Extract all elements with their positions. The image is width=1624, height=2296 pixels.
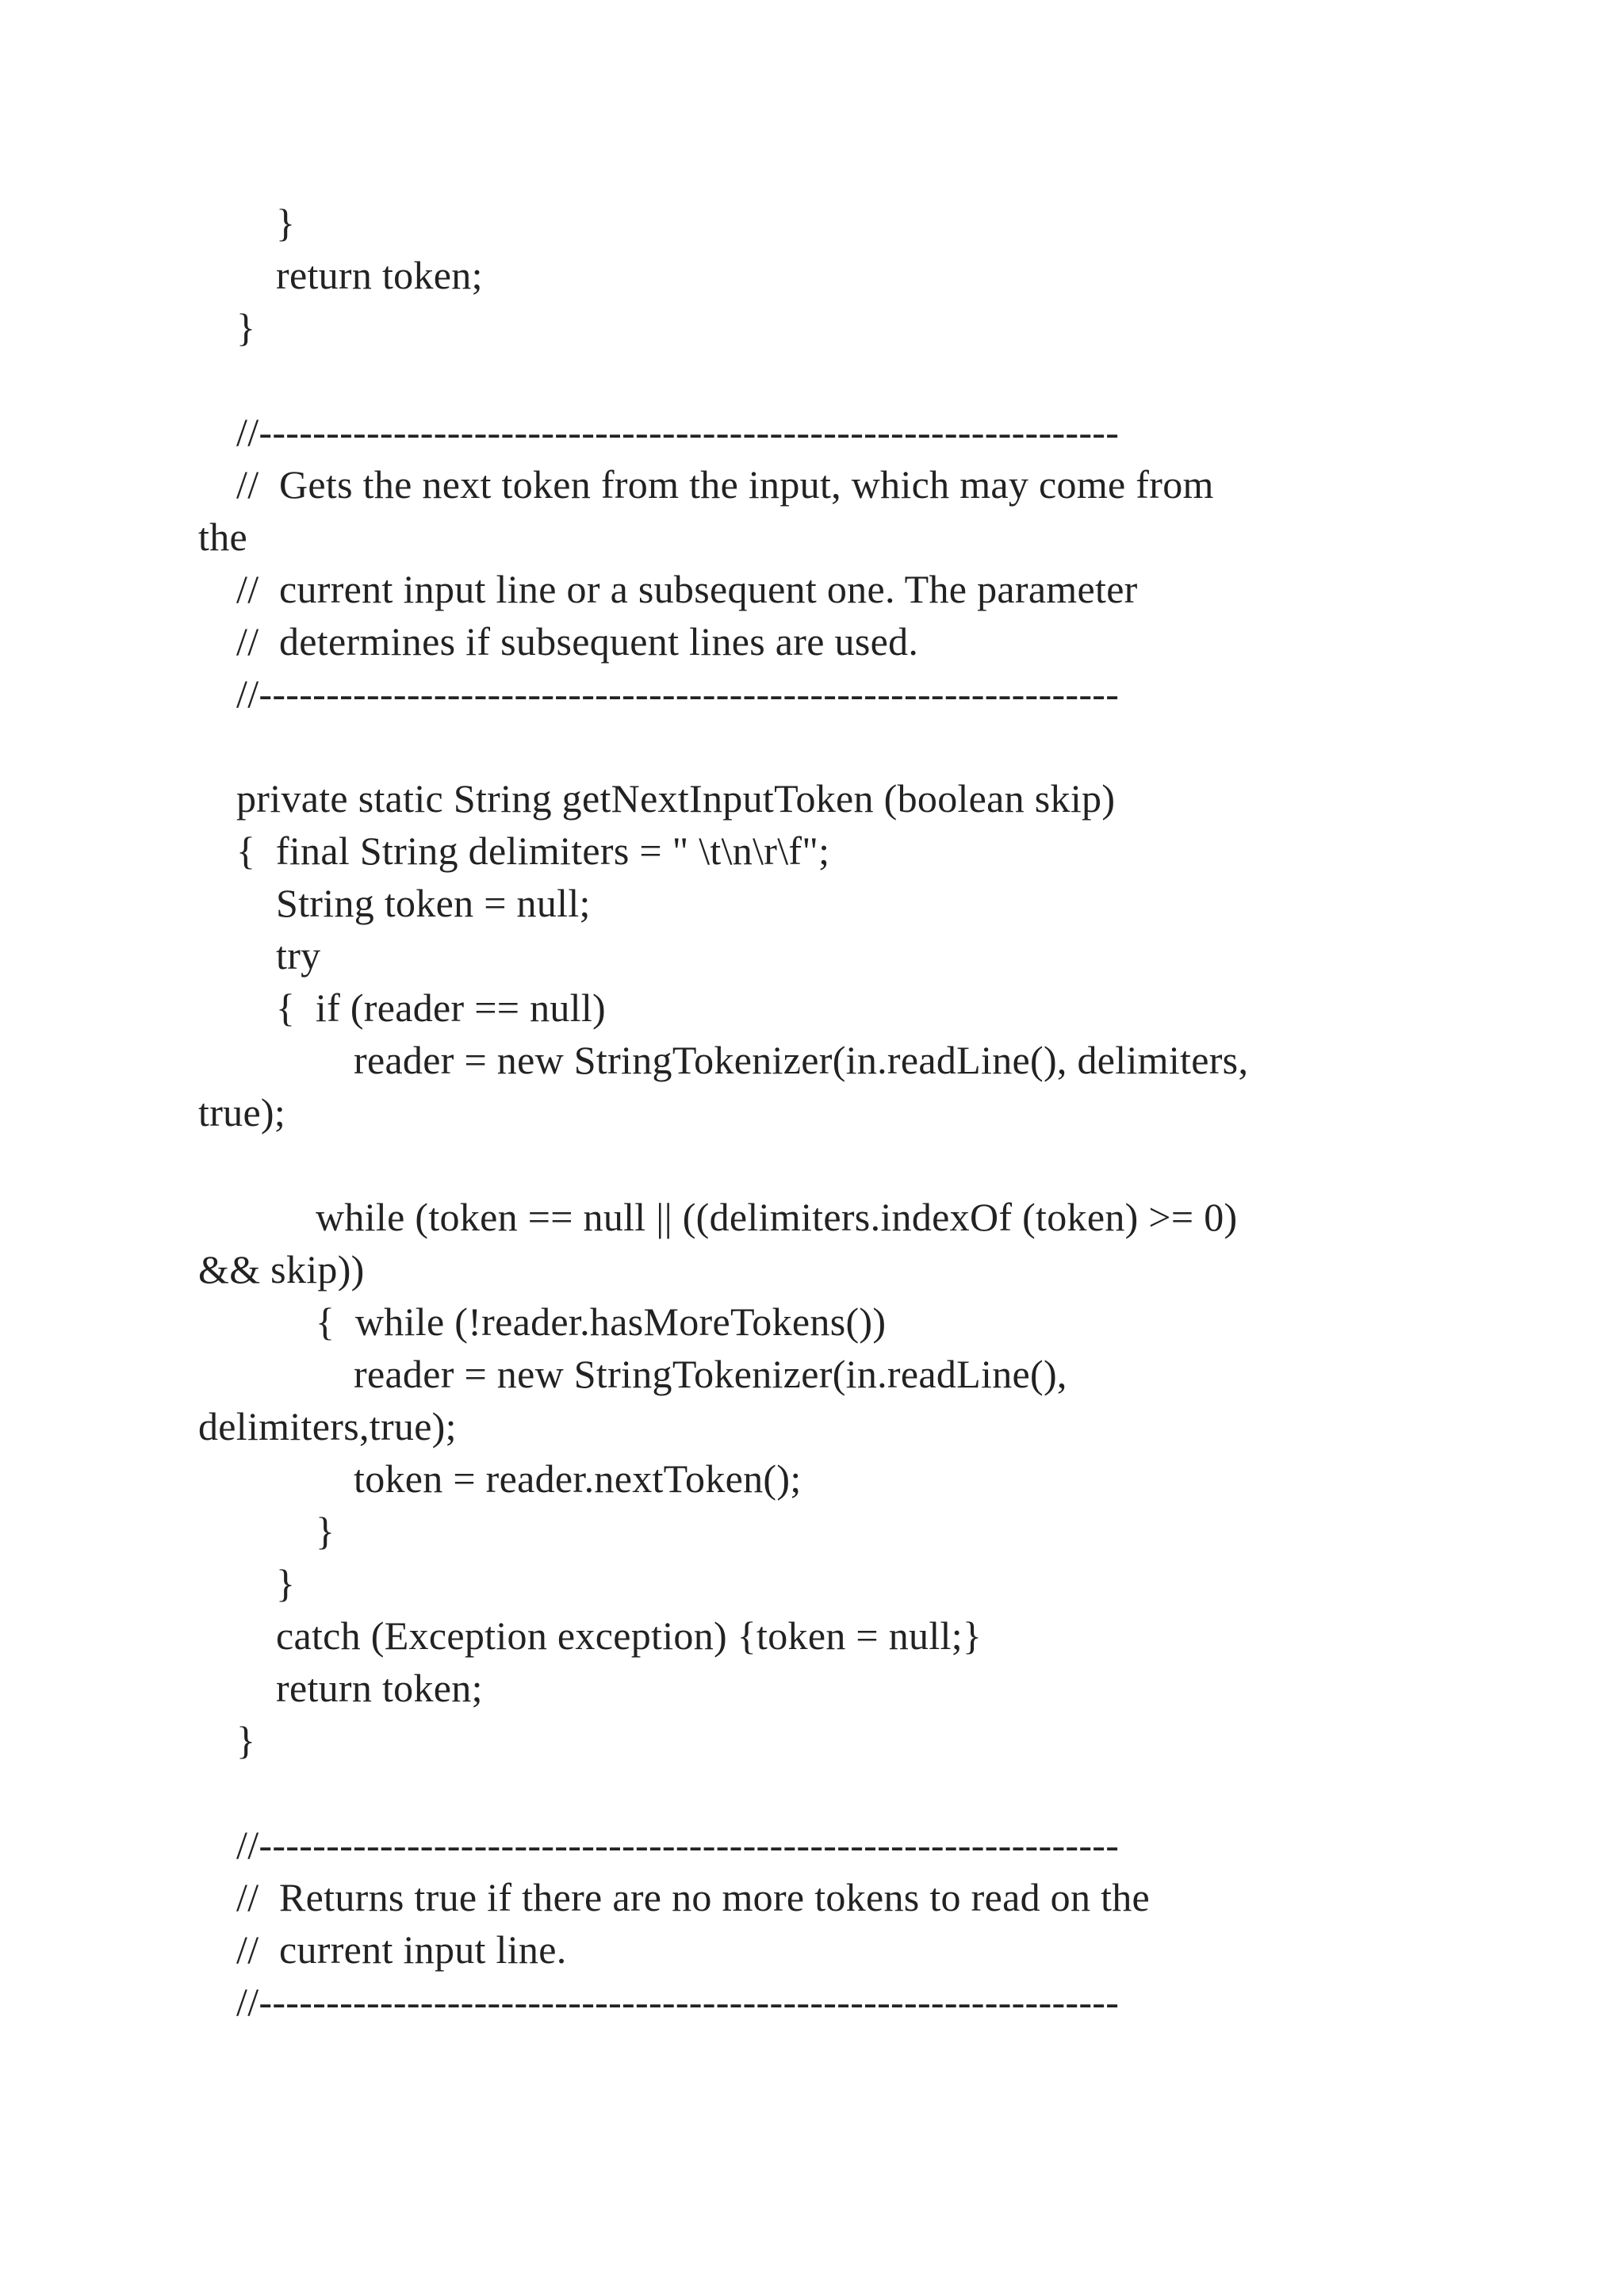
code-line: { final String delimiters = " \t\n\r\f"; (236, 828, 830, 873)
comment-line: // current input line or a subsequent one. The parameter (236, 567, 1138, 611)
code-line: reader = new StringTokenizer(in.readLine(), (354, 1352, 1067, 1396)
code-line: { if (reader == null) (276, 985, 606, 1030)
code-line: reader = new StringTokenizer(in.readLine(), delimiters, (354, 1038, 1249, 1082)
method-signature: private static String getNextInputToken (boolean skip) (236, 776, 1116, 821)
code-line: catch (Exception exception) {token = null;} (276, 1613, 982, 1658)
comment-line: // Returns true if there are no more tokens to read on the (236, 1875, 1151, 1919)
comment-divider: //---------------------------------------------------------------- (236, 1823, 1120, 1867)
code-line: try (276, 933, 321, 978)
code-line: while (token == null || ((delimiters.indexOf (token) >= 0) (316, 1195, 1238, 1239)
comment-line: the (198, 515, 247, 559)
comment-divider: //---------------------------------------------------------------- (236, 410, 1120, 454)
code-line: { while (!reader.hasMoreTokens()) (316, 1299, 887, 1344)
code-line: String token = null; (276, 881, 591, 925)
code-line: && skip)) (198, 1247, 365, 1292)
code-line: } (236, 305, 256, 350)
comment-line: // Gets the next token from the input, which may come from (236, 462, 1214, 507)
code-line: delimiters,true); (198, 1404, 457, 1448)
code-line: return token; (276, 1666, 483, 1710)
code-line: token = reader.nextToken(); (354, 1456, 802, 1501)
comment-divider: //---------------------------------------------------------------- (236, 1980, 1120, 2024)
comment-line: // current input line. (236, 1927, 567, 1972)
comment-divider: //---------------------------------------------------------------- (236, 672, 1120, 716)
code-line: } (276, 1561, 296, 1605)
comment-line: // determines if subsequent lines are used. (236, 619, 919, 664)
code-line: true); (198, 1090, 286, 1135)
code-line: return token; (276, 253, 483, 297)
code-line: } (316, 1509, 335, 1553)
code-line: } (276, 201, 296, 245)
code-line: } (236, 1718, 256, 1762)
